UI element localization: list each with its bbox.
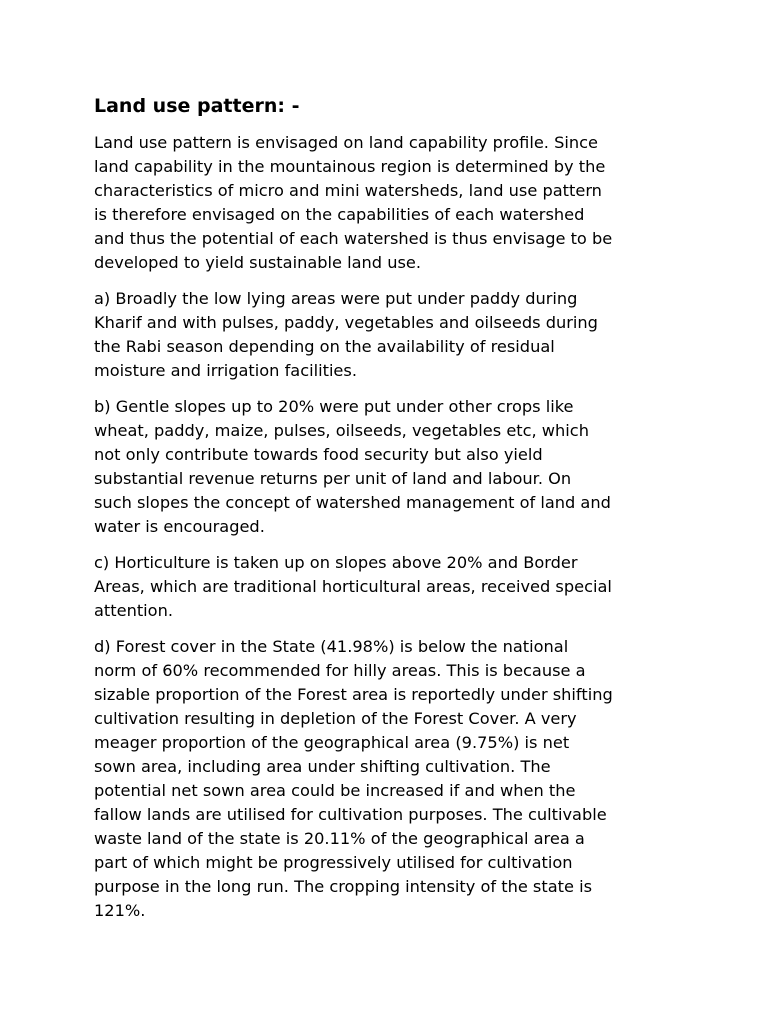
paragraph-line: d) Forest cover in the State (41.98%) is below the national (94, 637, 569, 656)
paragraph-line: waste land of the state is 20.11% of the geographical area a (94, 829, 585, 848)
paragraph-line: and thus the potential of each watershed is thus envisage to be (94, 229, 613, 248)
paragraph-line: such slopes the concept of watershed management of land and (94, 493, 611, 512)
paragraph-b-gentle-slopes (94, 395, 684, 539)
paragraph-line: cultivation resulting in depletion of the Forest Cover. A very (94, 709, 577, 728)
paragraph-line: is therefore envisaged on the capabilities of each watershed (94, 205, 585, 224)
paragraph-line: sizable proportion of the Forest area is reportedly under shifting (94, 685, 613, 704)
paragraph-c-horticulture (94, 551, 684, 623)
paragraph-line: Areas, which are traditional horticultural areas, received special (94, 577, 612, 596)
paragraph-intro (94, 131, 684, 275)
page-title: Land use pattern: - (94, 95, 300, 117)
paragraph-line: substantial revenue returns per unit of land and labour. On (94, 469, 572, 488)
paragraph-d-forest-cover (94, 635, 684, 923)
paragraph-line: not only contribute towards food security but also yield (94, 445, 543, 464)
paragraph-line: 121%. (94, 901, 146, 920)
paragraph-line: characteristics of micro and mini watersheds, land use pattern (94, 181, 602, 200)
paragraph-line: a) Broadly the low lying areas were put under paddy during (94, 289, 578, 308)
paragraph-line: purpose in the long run. The cropping intensity of the state is (94, 877, 593, 896)
paragraph-line: attention. (94, 601, 173, 620)
paragraph-line: wheat, paddy, maize, pulses, oilseeds, vegetables etc, which (94, 421, 589, 440)
document-page (94, 94, 684, 935)
paragraph-line: developed to yield sustainable land use. (94, 253, 422, 272)
paragraph-line: potential net sown area could be increased if and when the (94, 781, 576, 800)
paragraph-line: Kharif and with pulses, paddy, vegetables and oilseeds during (94, 313, 598, 332)
paragraph-line: norm of 60% recommended for hilly areas. This is because a (94, 661, 586, 680)
paragraph-line: the Rabi season depending on the availability of residual (94, 337, 555, 356)
paragraph-line: c) Horticulture is taken up on slopes above 20% and Border (94, 553, 578, 572)
paragraph-a-low-lying-areas (94, 287, 684, 383)
paragraph-line: meager proportion of the geographical area (9.75%) is net (94, 733, 570, 752)
paragraph-line: moisture and irrigation facilities. (94, 361, 357, 380)
paragraph-line: part of which might be progressively utilised for cultivation (94, 853, 573, 872)
paragraph-line: water is encouraged. (94, 517, 265, 536)
paragraph-line: sown area, including area under shifting cultivation. The (94, 757, 551, 776)
paragraph-line: Land use pattern is envisaged on land capability profile. Since (94, 133, 598, 152)
paragraph-line: land capability in the mountainous region is determined by the (94, 157, 606, 176)
paragraph-line: b) Gentle slopes up to 20% were put under other crops like (94, 397, 574, 416)
paragraph-line: fallow lands are utilised for cultivation purposes. The cultivable (94, 805, 607, 824)
